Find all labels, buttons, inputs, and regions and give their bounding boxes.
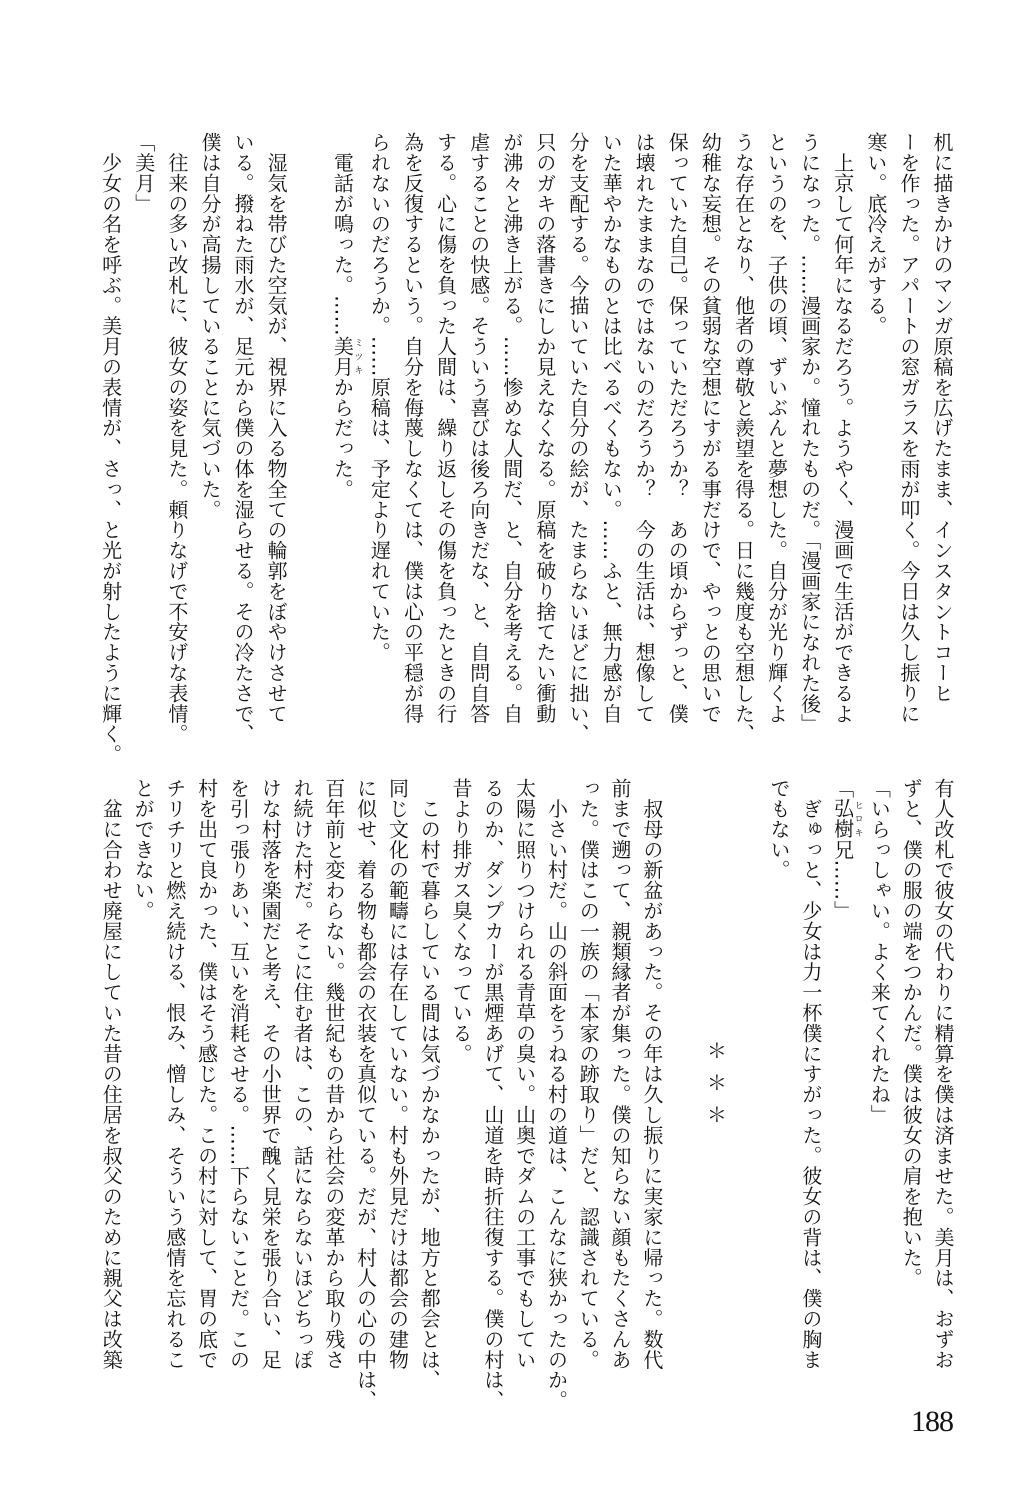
text-column: 前まで遡って、親類縁者が集った。僕の知らない顔もたくさんあ — [608, 778, 633, 1370]
text-segment: 兄……」 — [830, 839, 855, 921]
section-break: ＊＊＊ — [703, 1040, 728, 1136]
text-column: 同じ文化の範疇には存在していない。村も外見だけは都会の建物 — [385, 778, 410, 1370]
text-column: った。僕はこの一族の「本家の跡取り」だと、認識されている。 — [576, 778, 601, 1370]
text-column: ぎゅっと、少女は力一杯僕にすがった。彼女の背は、僕の胸ま — [798, 778, 823, 1370]
text-column: を引っ張りあい、互いを消耗させる。……下らないことだ。この — [226, 778, 251, 1370]
text-column: 村を出て良かった、僕はそう感じた。この村に対して、胃の底で — [194, 778, 219, 1370]
text-column: るのか、ダンプカーが黒煙あげて、山道を時折往復する。僕の村は、 — [480, 778, 505, 1411]
text-column: ずと、僕の服の端をつかんだ。僕は彼女の肩を抱いた。 — [899, 778, 924, 1288]
text-column: 往来の多い改札に、彼女の姿を見た。頼りなげで不安げな表情。 — [164, 132, 189, 744]
text-column: いる。撥ねた雨水が、足元から僕の体を湿らせる。その冷たさで、 — [231, 132, 256, 744]
text-column: が沸々と沸き上がる。……惨めな人間だ、と、自分を考える。自 — [499, 132, 524, 724]
text-column: 僕は自分が高揚していることに気づいた。 — [197, 132, 222, 520]
text-column — [730, 778, 762, 1398]
lower-text-block — [94, 778, 958, 1411]
text-segment: 「 — [830, 778, 855, 799]
text-column: 為を反復するという。自分を侮蔑しなくては、僕は心の平穏が得 — [400, 132, 425, 724]
text-column: けな村落を楽園だと考え、その小世界で醜く見栄を張り合い、足 — [258, 778, 283, 1370]
text-column: する。心に傷を負った人間は、繰り返しその傷を負ったときの行 — [433, 132, 458, 724]
text-column: 机に描きかけのマンガ原稿を広げたまま、インスタントコーヒ — [930, 132, 954, 704]
text-column: とができない。 — [131, 778, 156, 921]
text-column: いた華やかなものとは比べるべくもない。……ふと、無力感が自 — [599, 132, 624, 724]
text-column: 分を支配する。今描いていた自分の絵が、たまらないほどに拙い、 — [565, 132, 590, 744]
text-column — [667, 778, 699, 1398]
ruby-reading: ヒロキ — [852, 798, 863, 840]
text-column: 少女の名を呼ぶ。美月の表情が、さっ、と光が射したように輝く。 — [98, 132, 123, 765]
text-column: 寒い。底冷えがする。 — [863, 132, 888, 336]
text-column: 小さい村だ。山の斜面をうねる村の道は、こんなに狭かったのか。 — [544, 778, 569, 1411]
text-column: られないのだろうか。……原稿は、予定より遅れていた。 — [367, 132, 392, 663]
text-column: 湿気を帯びた空気が、視界に入る物全ての輪郭をぼやけさせて — [264, 132, 289, 724]
text-segment: 電話が鳴った。…… — [330, 132, 355, 336]
text-column: チリチリと燃え続ける、恨み、憎しみ、そういう感情を忘れるこ — [162, 778, 187, 1370]
text-column: れ続けた村だ。そこに住む者は、この、話にならないほどちっぽ — [290, 778, 315, 1370]
text-column: 叔母の新盆があった。その年は久し振りに実家に帰った。数代 — [639, 778, 664, 1370]
text-column: ーを作った。アパートの窓ガラスを雨が叩く。今日は久し振りに — [896, 132, 921, 724]
text-column: 百年前と変わらない。幾世紀もの昔から社会の変革から取り残さ — [321, 778, 346, 1370]
ruby-reading: ミツキ — [352, 336, 363, 377]
text-column: 太陽に照りつけられる青草の臭い。山奥でダムの工事でもしてい — [512, 778, 537, 1370]
text-column: 上京して何年になるだろう。ようやく、漫画で生活ができるよ — [830, 132, 855, 724]
ruby-name: 美月ミツキ — [330, 336, 363, 377]
text-column: でもない。 — [767, 778, 792, 880]
text-column — [292, 132, 325, 752]
text-column: うになった。……漫画家か。憧れたものだ。「漫画家になれた後」 — [797, 132, 822, 734]
text-column — [826, 778, 863, 1398]
page-number: 188 — [911, 1405, 953, 1438]
text-column: 幼稚な妄想。その貧弱な空想にすがる事だけで、やっとの思いで — [698, 132, 723, 724]
text-column: 昔より排ガス臭くなっている。 — [449, 778, 474, 1064]
text-column: に似せ、着る物も都会の衣装を真似ている。だが、村人の心の中は、 — [353, 778, 378, 1411]
text-column: は壊れたままなのではないのだろうか？ 今の生活は、想像して — [632, 132, 657, 724]
upper-text-block — [94, 132, 958, 765]
text-column: この村で暮らしている間は気づかなかったが、地方と都会とは、 — [417, 778, 442, 1390]
text-column: 「美月」 — [131, 132, 156, 214]
text-column: というのを、子供の頃、ずいぶんと夢想した。自分が光り輝くよ — [764, 132, 789, 724]
text-column — [325, 132, 362, 752]
text-column: 只のガキの落書きにしか見えなくなる。原稿を破り捨てたい衝動 — [532, 132, 557, 724]
text-segment: からだった。 — [330, 376, 355, 500]
ruby-name: 弘樹ヒロキ — [830, 798, 863, 840]
text-column: 「いらっしゃい。よく来てくれたね」 — [867, 778, 892, 1125]
text-column: 盆に合わせ廃屋にしていた昔の住居を叔父のために親父は改築 — [99, 778, 124, 1370]
text-column: うな存在となり、他者の尊敬と羨望を得る。日に幾度も空想した、 — [731, 132, 756, 744]
text-column: 保っていた自己。保っていただろうか？ あの頃からずっと、僕 — [665, 132, 690, 724]
text-column: 虐することの快感。そういう喜びは後ろ向きだな、と、自問自答 — [466, 132, 491, 724]
text-column: 有人改札で彼女の代わりに精算を僕は済ませた。美月は、おずお — [931, 778, 955, 1370]
